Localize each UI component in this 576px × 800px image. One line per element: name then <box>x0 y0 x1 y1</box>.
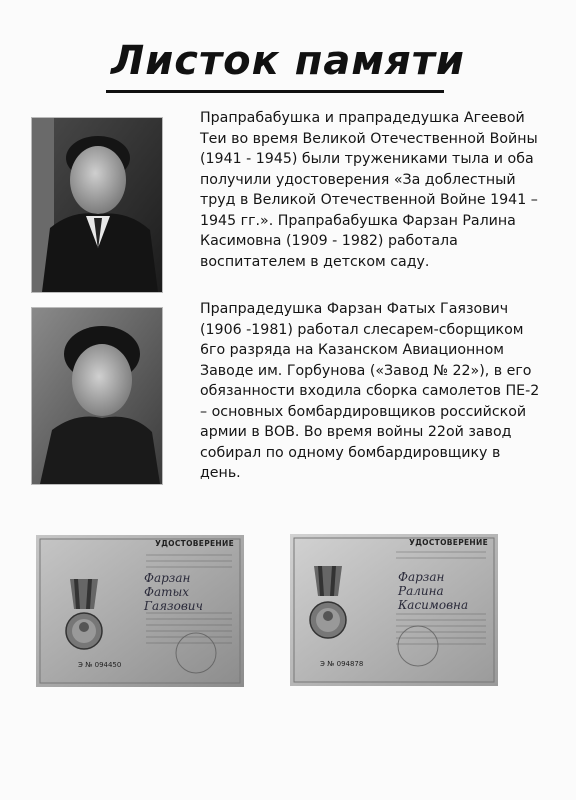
certificate-heading: УДОСТОВЕРЕНИЕ <box>155 539 234 548</box>
great-grandfather-paragraph: Прапрадедушка Фарзан Фатых Гаязович (1906 -1981) работал слесарем-сборщиком 6го разряда на Казанском Авиационном Заводе им. Горбунова («Завод № 22»), в его обязанности входила сборка самолетов ПЕ-2 – основных бомбардировщиков российской армии в ВОВ. Во время войны 22ой завод собирал по одному бомбардировщику в день. <box>200 301 540 481</box>
title-underline <box>106 90 444 93</box>
page-title: Листок памяти <box>111 38 465 84</box>
certificate-photo <box>290 534 498 686</box>
certificate-number: Э № 094878 <box>320 660 364 668</box>
certificate-heading: УДОСТОВЕРЕНИЕ <box>409 538 488 547</box>
intro-paragraph: Прапрабабушка и прапрадедушка Агеевой Теи во время Великой Отечественной Войны (1941 - 1945) были тружениками тыла и оба получили удостоверения «За доблестный труд в Великой Отечественной Войне 1941 – 1945 гг.». Прапрабабушка Фарзан Ралина Касимовна (1909 - 1982) работала воспитателем в детском саду. <box>200 110 538 270</box>
portrait-man-photo <box>32 118 162 292</box>
certificate-photo <box>36 535 244 687</box>
portrait-woman-photo <box>32 308 162 484</box>
certificate-number: Э № 094450 <box>78 661 122 669</box>
certificate-handwriting: Фарзан Фатых Гаязович <box>144 571 203 613</box>
certificate-handwriting: Фарзан Ралина Касимовна <box>398 570 469 612</box>
